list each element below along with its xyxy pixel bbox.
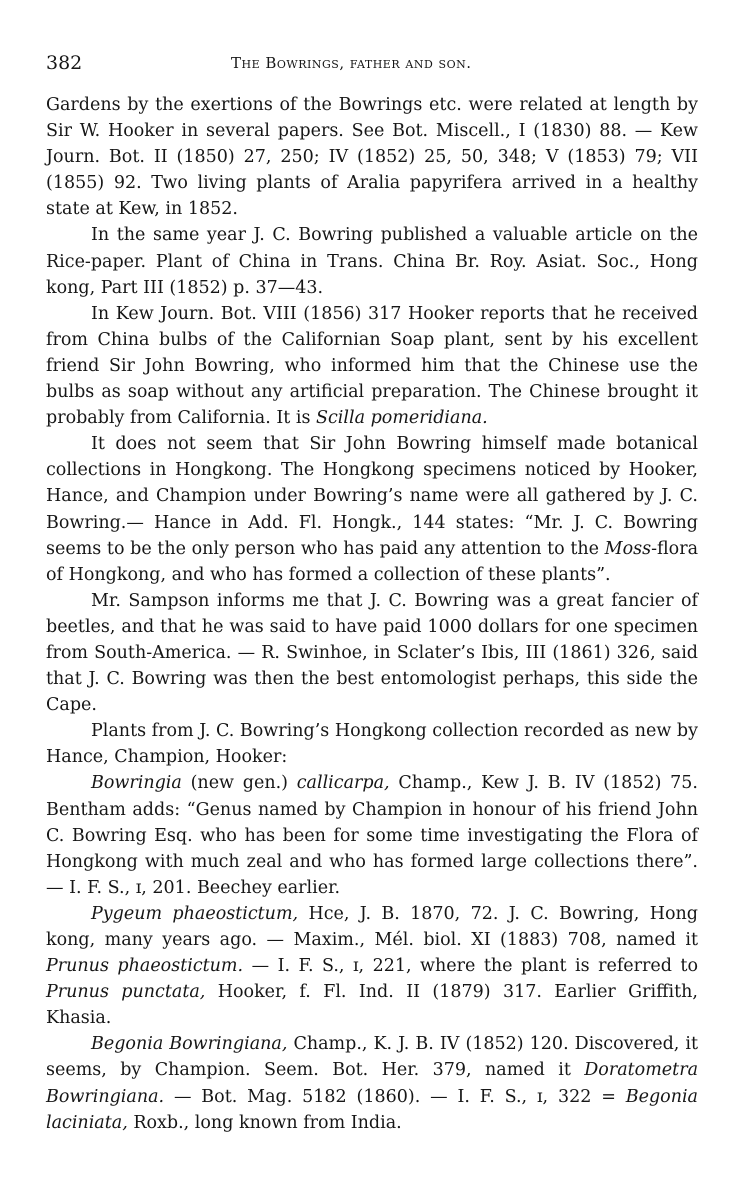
text-run: — Bot. Mag. 5182 (1860). — I. F. S., ɪ, 322 =: [164, 1086, 626, 1107]
text-run: It does not seem that Sir John Bowring himself made botanical collections in Hongkong. The Hongkong specimens noticed by Hooker, Hance, and Champion under Bowring’s name were all gathered by J. C. Bowring.— Hance in Add. Fl. Hongk., 144 states: “Mr. J. C. Bowring seems to be the only person who has paid any attention to the: [46, 434, 698, 559]
text-run: Plants from J. C. Bowring’s Hongkong collection recorded as new by Hance, Champion, Hooker:: [46, 721, 698, 768]
paragraph: [46, 770, 698, 900]
text-run: (new gen.): [181, 773, 297, 794]
text-run: Gardens by the exertions of the Bowrings etc. were related at length by Sir W. Hooker in several papers. See Bot. Miscell., I (1830) 88. — Kew Journ. Bot. II (1850) 27, 250; IV (1852) 25, 50, 348; V (1853) 79; VII (1855) 92. Two living plants of Aralia papyrifera arrived in a healthy state at Kew, in 1852.: [46, 95, 698, 220]
italic-text: Doratometra Bowringiana.: [46, 1060, 698, 1107]
body-text: [46, 92, 698, 1136]
paragraph: [46, 301, 698, 431]
italic-text: Prunus phaeostictum.: [46, 956, 244, 977]
italic-text: Begonia laciniata,: [46, 1086, 698, 1133]
paragraph: [46, 588, 698, 718]
paragraph: [46, 1031, 698, 1135]
text-run: Hooker, f. Fl. Ind. II (1879) 317. Earlier Griffith, Khasia.: [46, 982, 698, 1029]
text-run: Champ., Kew J. B. IV (1852) 75. Bentham adds: “Genus named by Champion in honour of his friend John C. Bowring Esq. who has been for some time investigating the Flora of Hongkong with much zeal and who has formed large collections there”. — I. F. S., ɪ, 201. Beechey earlier.: [46, 773, 698, 898]
text-run: In Kew Journ. Bot. VIII (1856) 317 Hooker reports that he received from China bulbs of the Californian Soap plant, sent by his excellent friend Sir John Bowring, who informed him that the Chinese use the bulbs as soap without any artificial preparation. The Chinese brought it probably from California. It is: [46, 303, 698, 429]
text-run: — I. F. S., ɪ, 221, where the plant is referred to: [243, 956, 698, 977]
text-run: Mr. Sampson informs me that J. C. Bowring was a great fancier of beetles, and that he was said to have paid 1000 dollars for one specimen from South-America. — R. Swinhoe, in Sclater’s Ibis, III (1861) 326, said that J. C. Bowring was then the best entomologist perhaps, this side the Cape.: [46, 590, 698, 716]
text-run: Hce, J. B. 1870, 72. J. C. Bowring, Hong kong, many years ago. — Maxim., Mél. biol. XI (1883) 708, named it: [46, 903, 698, 950]
text-run: Roxb., long known from India.: [127, 1112, 402, 1133]
italic-text: callicarpa,: [296, 773, 390, 794]
italic-text: Bowringia: [91, 773, 182, 794]
paragraph: [46, 718, 698, 770]
text-run: Champ., K. J. B. IV (1852) 120. Discovered, it seems, by Champion. Seem. Bot. Her. 379, named it: [46, 1034, 698, 1081]
paragraph: [46, 92, 698, 222]
text-run: In the same year J. C. Bowring published a valuable article on the Rice-paper. Plant of China in Trans. China Br. Roy. Asiat. Soc., Hong kong, Part III (1852) p. 37—43.: [46, 225, 698, 298]
italic-text: Scilla pomeridiana.: [316, 408, 488, 429]
page-number: 382: [46, 52, 83, 74]
running-head: The Bowrings, father and son.: [231, 54, 472, 72]
italic-text: Begonia Bowringiana,: [91, 1034, 288, 1055]
paragraph: [46, 222, 698, 300]
page-header: [46, 52, 693, 76]
italic-text: Pygeum phaeostictum,: [91, 903, 299, 924]
italic-text: Prunus punctata,: [46, 982, 206, 1003]
paragraph: [46, 901, 698, 1031]
paragraph: [46, 431, 698, 588]
italic-text: Moss: [604, 538, 652, 559]
text-run: -flora of Hongkong, and who has formed a collection of these plants”.: [46, 538, 698, 585]
